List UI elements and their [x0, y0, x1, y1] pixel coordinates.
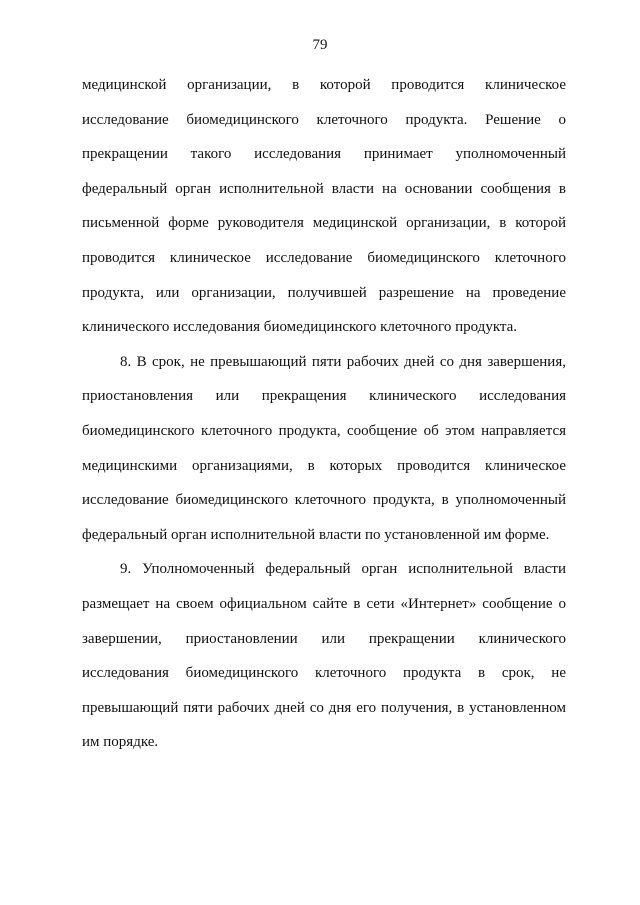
- paragraph-continuation: [82, 68, 566, 345]
- text-line: размещает на своем официальном сайте в сети «Интернет» сообщение о: [82, 595, 566, 612]
- text-line: 8. В срок, не превышающий пяти рабочих дней со дня завершения,: [120, 353, 566, 370]
- document-body: [82, 68, 566, 760]
- text-line: медицинскими организациями, в которых проводится клиническое: [82, 457, 566, 474]
- text-line: федеральный орган исполнительной власти на основании сообщения в: [82, 180, 566, 197]
- text-line: приостановления или прекращения клинического исследования: [82, 388, 566, 405]
- paragraph-8: [82, 345, 566, 553]
- text-line: продукта, или организации, получившей разрешение на проведение: [82, 284, 566, 301]
- text-line: клинического исследования биомедицинского клеточного продукта.: [82, 319, 518, 336]
- text-line: исследования биомедицинского клеточного продукта в срок, не: [82, 665, 566, 682]
- text-line: прекращении такого исследования принимает уполномоченный: [82, 146, 566, 163]
- page-number: 79: [312, 37, 328, 53]
- paragraph-9: [82, 552, 566, 760]
- text-line: биомедицинского клеточного продукта, сообщение об этом направляется: [82, 422, 566, 439]
- text-line: им порядке.: [82, 734, 159, 751]
- text-line: медицинской организации, в которой проводится клиническое: [82, 77, 566, 93]
- text-line: проводится клиническое исследование биомедицинского клеточного: [82, 249, 566, 266]
- text-line: превышающий пяти рабочих дней со дня его получения, в установленном: [82, 699, 566, 716]
- text-line: исследование биомедицинского клеточного продукта, в уполномоченный: [82, 492, 566, 509]
- text-line: завершении, приостановлении или прекращении клинического: [82, 630, 566, 647]
- text-line: 9. Уполномоченный федеральный орган исполнительной власти: [120, 561, 566, 578]
- text-line: федеральный орган исполнительной власти по установленной им форме.: [82, 526, 550, 543]
- text-line: письменной форме руководителя медицинской организации, в которой: [82, 215, 566, 232]
- text-line: исследование биомедицинского клеточного продукта. Решение о: [82, 111, 566, 128]
